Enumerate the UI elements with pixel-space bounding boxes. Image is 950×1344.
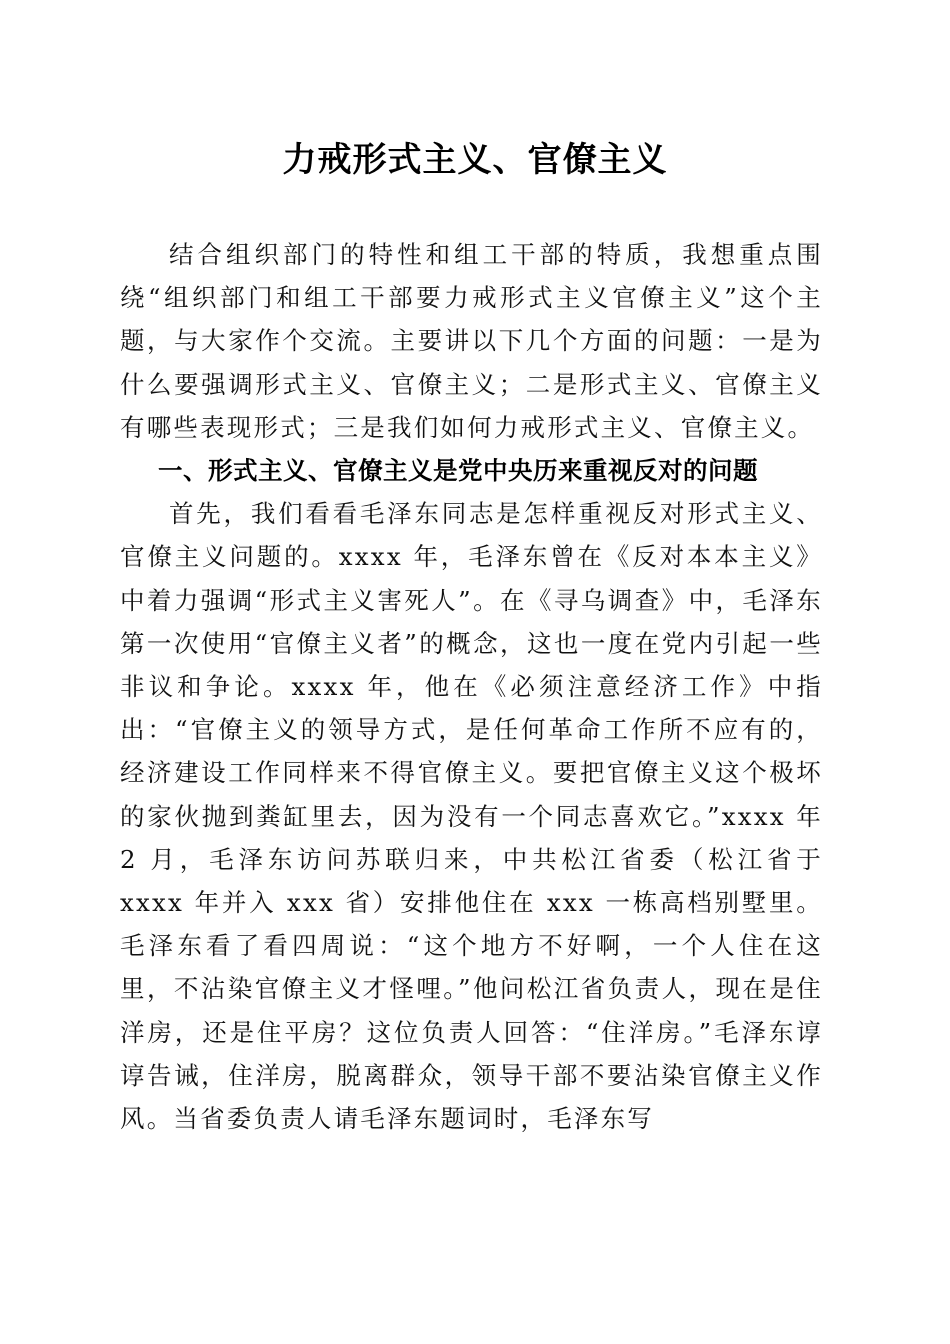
document-body [120, 233, 823, 1140]
intro-paragraph: 结合组织部门的特性和组工干部的特质，我想重点围绕“组织部门和组工干部要力戒形式主义官僚主义”这个主题，与大家作个交流。主要讲以下几个方面的问题：一是为什么要强调形式主义、官僚主义；二是形式主义、官僚主义有哪些表现形式；三是我们如何力戒形式主义、官僚主义。 [120, 240, 823, 442]
section-paragraph: 首先，我们看看毛泽东同志是怎样重视反对形式主义、官僚主义问题的。xxxx 年，毛泽东曾在《反对本本主义》中着力强调“形式主义害死人”。在《寻乌调查》中，毛泽东第一次使用“官僚主义者”的概念，这也一度在党内引起一些非议和争论。xxxx 年，他在《必须注意经济工作》中指出：“官僚主义的领导方式，是任何革命工作所不应有的，经济建设工作同样来不得官僚主义。要把官僚主义这个极坏的家伙抛到粪缸里去，因为没有一个同志喜欢它。”xxxx 年 2 月，毛泽东访问苏联归来，中共松江省委（松江省于 xxxx 年并入 xxx 省）安排他住在 xxx 一栋高档别墅里。毛泽东看了看四周说：“这个地方不好啊，一个人住在这里，不沾染官僚主义才怪哩。”他问松江省负责人，现在是住洋房，还是住平房？这位负责人回答：“住洋房。”毛泽东谆谆告诫，住洋房，脱离群众，领导干部不要沾染官僚主义作风。当省委负责人请毛泽东题词时，毛泽东写 [120, 499, 823, 1134]
document-title: 力戒形式主义、官僚主义 [282, 140, 668, 180]
section-heading: 一、形式主义、官僚主义是党中央历来重视反对的问题 [157, 456, 758, 486]
